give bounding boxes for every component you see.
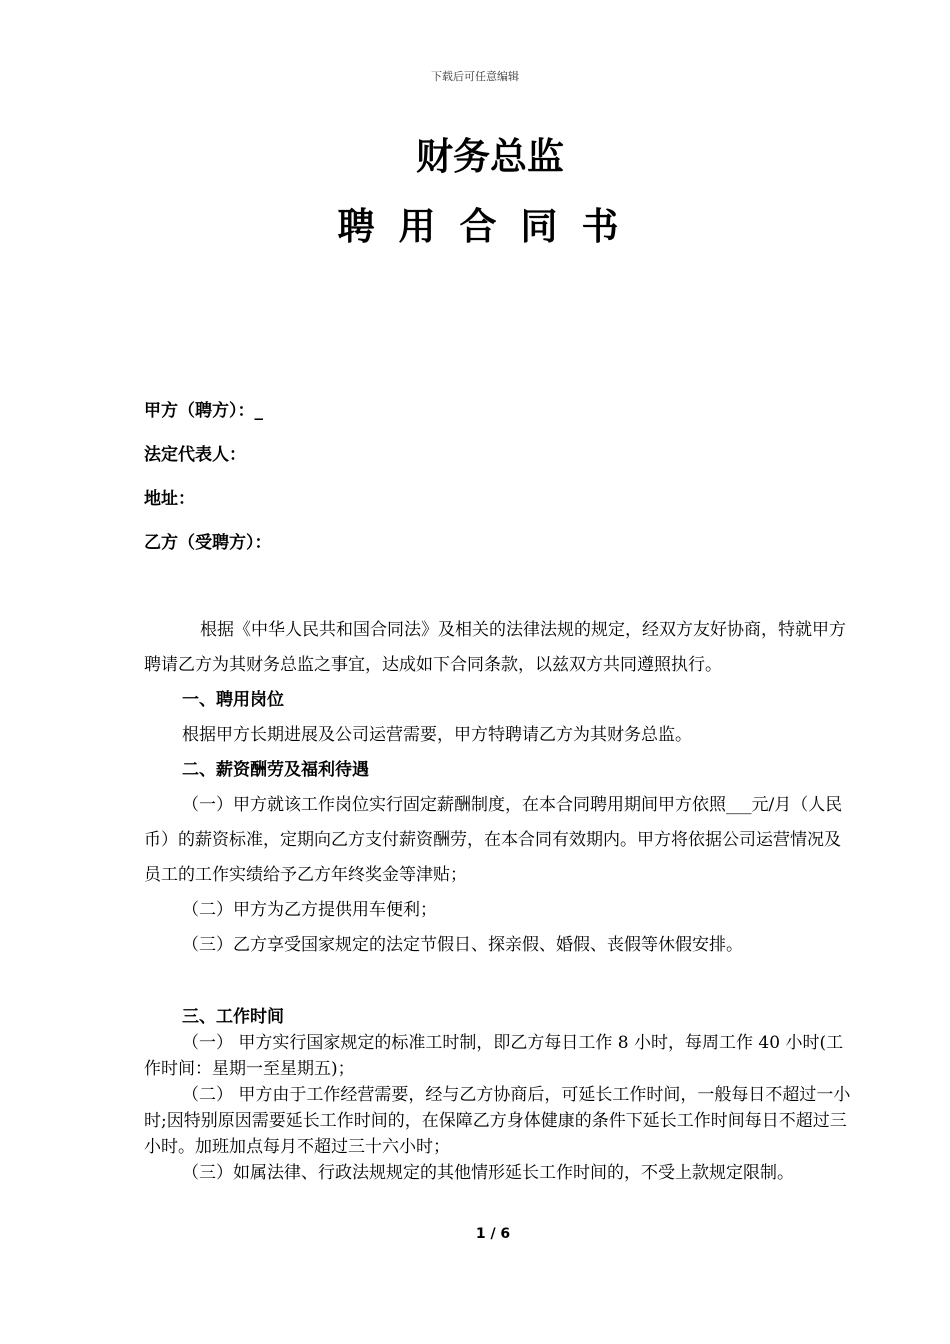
party-a-label: 甲方（聘方）：_ — [144, 401, 263, 421]
legal-representative-label: 法定代表人： — [144, 445, 246, 465]
section-1-text: 根据甲方长期进展及公司运营需要，甲方特聘请乙方为其财务总监。 — [182, 725, 692, 745]
document-title: 财务总监 — [416, 134, 564, 178]
address-label: 地址： — [144, 489, 195, 509]
contract-body — [144, 613, 856, 963]
header-note: 下载后可任意编辑 — [431, 70, 519, 83]
section-2-item-3: （三）乙方享受国家规定的法定节假日、探亲假、婚假、丧假等休假安排。 — [182, 935, 743, 955]
section-2-item-1: （一）甲方就该工作岗位实行固定薪酬制度，在本合同聘用期间甲方依照___元/月（人民币）的薪资标准，定期向乙方支付薪资酬劳，在本合同有效期内。甲方将依据公司运营情况及员工的工作实绩给予乙方年终奖金等津贴； — [144, 795, 843, 885]
section-1-heading: 一、聘用岗位 — [182, 690, 284, 710]
section-3-heading: 三、工作时间 — [182, 1007, 284, 1027]
section-3-item-2: （二） 甲方由于工作经营需要，经与乙方协商后，可延长工作时间，一般每日不超过一小时;因特别原因需要延长工作时间的，在保障乙方身体健康的条件下延长工作时间每日不超过三小时。加班加点每月不超过三十六小时； — [144, 1085, 851, 1157]
section-2-item-2: （二）甲方为乙方提供用车便利； — [182, 900, 437, 920]
party-b-label: 乙方（受聘方）： — [144, 533, 272, 553]
page-number: 1 / 6 — [475, 1226, 511, 1242]
section-3-item-3: （三）如属法律、行政法规规定的其他情形延长工作时间的，不受上款规定限制。 — [182, 1163, 794, 1183]
section-3 — [144, 1004, 856, 1186]
document-subtitle: 聘用合同书 — [337, 204, 643, 248]
section-2-heading: 二、薪资酬劳及福利待遇 — [182, 760, 369, 780]
section-3-item-1: （一） 甲方实行国家规定的标准工时制，即乙方每日工作 8 小时，每周工作 40 小时(工作时间：星期一至星期五)； — [144, 1033, 844, 1079]
preamble-paragraph: 根据《中华人民共和国合同法》及相关的法律法规的规定，经双方友好协商，特就甲方聘请乙方为其财务总监之事宜，达成如下合同条款，以兹双方共同遵照执行。 — [144, 620, 846, 675]
